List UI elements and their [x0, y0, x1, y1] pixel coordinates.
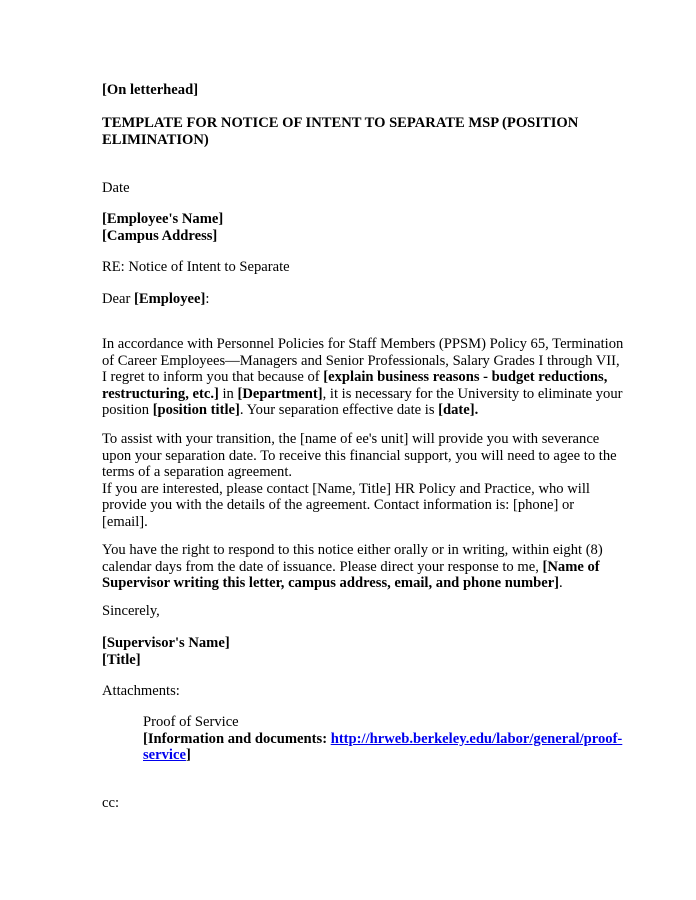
- paragraph-severance: To assist with your transition, the [name of ee's unit] will provide you with severance upon your separation date. To receive this financial support, you will need to agee to the terms of a separation agreement. If you are interested, please contact [Name, Title] HR Policy and Practice, who will provide you with the details of the agreement. Contact information is: [phone] or [email].: [102, 431, 617, 530]
- attachment-proof-of-service: Proof of Service: [143, 714, 239, 730]
- signer-title: [Title]: [102, 651, 141, 668]
- date-line: Date: [102, 180, 130, 196]
- signer-name: [Supervisor's Name]: [102, 635, 230, 651]
- attachments-label: Attachments:: [102, 683, 180, 699]
- recipient-name: [Employee's Name]: [102, 211, 224, 227]
- attachments-list: Proof of Service [Information and documents: http://hrweb.berkeley.edu/labor/general/proof- service]: [143, 714, 623, 763]
- proof-of-service-link-continued[interactable]: service: [143, 747, 186, 763]
- paragraph-response-rights: You have the right to respond to this notice either orally or in writing, within eight (8) calendar days from the date of issuance. Please direct your response to me, [Name of Supervisor writing this letter, campus address, email, and phone number].: [102, 542, 603, 591]
- salutation: Dear [Employee]:: [102, 291, 210, 307]
- proof-of-service-link[interactable]: http://hrweb.berkeley.edu/labor/general/proof-: [330, 730, 623, 747]
- paragraph-policy: In accordance with Personnel Policies for Staff Members (PPSM) Policy 65, Termination of Career Employees—Managers and Senior Professionals, Salary Grades I through VII, I regret to inform you that because of [explain business reasons - budget reductions, restructuring, etc.] in [Department], it is necessary for the University to eliminate your position [position title]. Your separation effective date is [date].: [102, 336, 624, 418]
- document-title: TEMPLATE FOR NOTICE OF INTENT TO SEPARATE MSP (POSITION ELIMINATION): [102, 115, 579, 148]
- cc-line: cc:: [102, 795, 120, 811]
- recipient-address: [Campus Address]: [102, 227, 218, 244]
- recipient-block: [102, 211, 223, 244]
- signature-block: [102, 635, 230, 668]
- subject-line: RE: Notice of Intent to Separate: [102, 259, 290, 275]
- closing: Sincerely,: [102, 603, 160, 619]
- letterhead-placeholder: [On letterhead]: [102, 82, 199, 98]
